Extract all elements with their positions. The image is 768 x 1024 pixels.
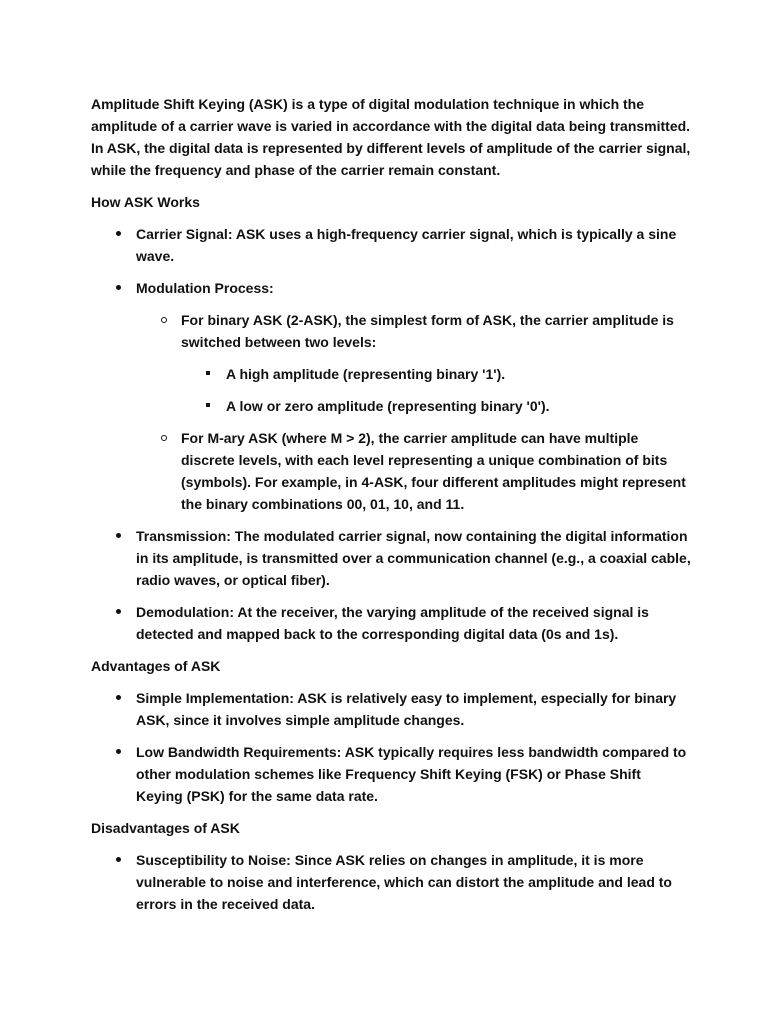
list-item-text: For M-ary ASK (where M > 2), the carrier amplitude can have multiple discrete levels, with each level representing a unique combination of bits (symbols). For example, in 4-ASK, four different amplitudes might represent the binary combinations 00, 01, 10, and 11. — [181, 430, 686, 512]
list-item-text: Low Bandwidth Requirements: ASK typically requires less bandwidth compared to other modulation schemes like Frequency Shift Keying (FSK) or Phase Shift Keying (PSK) for the same data rate. — [136, 744, 687, 804]
list-item-text: For binary ASK (2-ASK), the simplest form of ASK, the carrier amplitude is switched between two levels: — [181, 312, 674, 350]
subsublist-item-low-amplitude — [181, 395, 691, 417]
list-item-simple-implementation — [91, 687, 691, 731]
list-item-text: Simple Implementation: ASK is relatively easy to implement, especially for binary ASK, since it involves simple amplitude changes. — [136, 690, 677, 728]
disadvantages-list — [91, 849, 691, 915]
heading-disadvantages: Disadvantages of ASK — [91, 820, 240, 836]
list-item-text: A low or zero amplitude (representing binary '0'). — [226, 398, 550, 414]
how-ask-works-list — [91, 223, 691, 645]
subsublist-item-high-amplitude — [181, 363, 691, 385]
list-item-low-bandwidth — [91, 741, 691, 807]
list-item-text: Susceptibility to Noise: Since ASK relies on changes in amplitude, it is more vulnerable to noise and interference, which can distort the amplitude and lead to errors in the received data. — [136, 852, 672, 912]
list-item-text: Transmission: The modulated carrier signal, now containing the digital information in its amplitude, is transmitted over a communication channel (e.g., a coaxial cable, radio waves, or optical fiber). — [136, 528, 691, 588]
list-item-text: Carrier Signal: ASK uses a high-frequency carrier signal, which is typically a sine wave. — [136, 226, 677, 264]
advantages-list — [91, 687, 691, 807]
list-item-noise-susceptibility — [91, 849, 691, 915]
list-item-demodulation — [91, 601, 691, 645]
heading-how-ask-works: How ASK Works — [91, 194, 200, 210]
list-item-text: A high amplitude (representing binary '1'). — [226, 366, 506, 382]
sublist-item-mary-ask — [136, 427, 691, 515]
list-item-carrier-signal — [91, 223, 691, 267]
document-body — [91, 93, 691, 925]
list-item-transmission — [91, 525, 691, 591]
binary-levels-list — [181, 363, 691, 417]
sublist-item-binary-ask — [136, 309, 691, 417]
list-item-text: Modulation Process: — [136, 280, 274, 296]
modulation-sublist — [136, 309, 691, 515]
intro-paragraph: Amplitude Shift Keying (ASK) is a type of digital modulation technique in which the amplitude of a carrier wave is varied in accordance with the digital data being transmitted. In ASK, the digital data is represented by different levels of amplitude of the carrier signal, while the frequency and phase of the carrier remain constant. — [91, 96, 691, 178]
list-item-modulation-process — [91, 277, 691, 515]
heading-advantages: Advantages of ASK — [91, 658, 221, 674]
list-item-text: Demodulation: At the receiver, the varying amplitude of the received signal is detected and mapped back to the corresponding digital data (0s and 1s). — [136, 604, 649, 642]
